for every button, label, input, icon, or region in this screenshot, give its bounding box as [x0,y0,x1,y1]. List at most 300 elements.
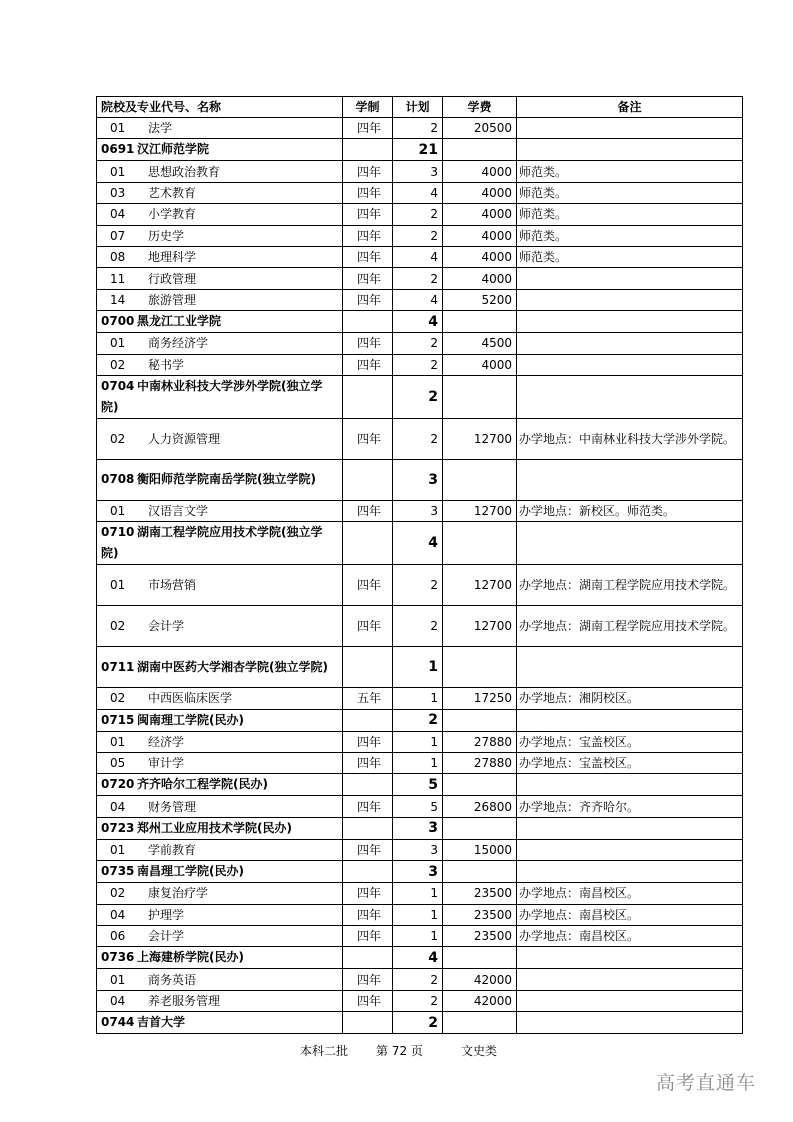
notes-cell [517,522,743,565]
length-cell: 四年 [343,289,393,310]
fee-cell: 42000 [443,990,517,1011]
fee-cell [443,774,517,796]
table-row [97,225,743,246]
institution-name: 湖南工程学院应用技术学院(独立学院) [101,525,323,561]
institution-row [97,522,743,565]
table-row [97,731,743,752]
fee-cell [443,139,517,161]
institution-row [97,861,743,883]
plan-cell: 1 [393,647,443,688]
notes-cell: 办学地点：南昌校区。 [517,883,743,904]
major-code: 05 [110,756,126,771]
plan-cell: 2 [393,375,443,418]
institution-row [97,647,743,688]
major-code: 02 [110,357,126,372]
major-name: 思想政治教育 [148,164,221,179]
major-name: 艺术教育 [148,185,197,200]
notes-cell [517,839,743,860]
notes-cell: 办学地点：湘阴校区。 [517,688,743,709]
name-cell [97,606,343,647]
institution-row [97,774,743,796]
plan-cell: 4 [393,182,443,203]
header-notes: 备注 [517,97,743,118]
institution-row [97,311,743,333]
name-cell [97,418,343,459]
institution-row [97,139,743,161]
table-row [97,268,743,289]
major-code: 02 [110,691,126,706]
notes-cell: 办学地点：宝盖校区。 [517,731,743,752]
institution-code: 0715 [101,712,135,727]
major-name: 商务英语 [148,972,197,987]
table-row [97,969,743,990]
length-cell: 四年 [343,418,393,459]
plan-cell: 4 [393,522,443,565]
length-cell: 四年 [343,354,393,375]
table-row [97,161,743,182]
length-cell [343,375,393,418]
fee-cell: 4000 [443,225,517,246]
institution-row [97,817,743,839]
notes-cell [517,947,743,969]
length-cell: 四年 [343,225,393,246]
table-row [97,753,743,774]
plan-cell: 2 [393,268,443,289]
name-cell [97,225,343,246]
notes-cell [517,990,743,1011]
institution-code: 0700 [101,314,135,329]
name-cell [97,118,343,139]
header-plan: 计划 [393,97,443,118]
length-cell [343,817,393,839]
institution-name: 吉首大学 [137,1015,186,1030]
notes-cell [517,354,743,375]
major-name: 会计学 [148,619,185,634]
plan-cell: 2 [393,333,443,354]
length-cell [343,139,393,161]
institution-name: 上海建桥学院(民办) [137,950,244,965]
plan-cell: 1 [393,753,443,774]
notes-cell [517,311,743,333]
fee-cell [443,647,517,688]
table-row [97,796,743,817]
table-row [97,883,743,904]
notes-cell: 师范类。 [517,225,743,246]
major-code: 11 [110,271,126,286]
plan-cell: 4 [393,289,443,310]
plan-cell: 4 [393,246,443,267]
name-cell [97,268,343,289]
plan-cell: 3 [393,861,443,883]
major-name: 商务经济学 [148,336,209,351]
plan-cell: 3 [393,500,443,521]
notes-cell [517,118,743,139]
footer-batch: 本科二批 [300,1044,349,1058]
plan-cell: 2 [393,969,443,990]
plan-cell: 2 [393,354,443,375]
major-name: 秘书学 [148,357,185,372]
name-cell [97,1012,343,1034]
major-name: 康复治疗学 [148,886,209,901]
plan-cell: 21 [393,139,443,161]
name-cell [97,354,343,375]
plan-cell: 2 [393,606,443,647]
name-cell [97,161,343,182]
table-row [97,333,743,354]
footer-category: 文史类 [461,1044,498,1058]
name-cell [97,817,343,839]
table-row [97,500,743,521]
name-cell [97,796,343,817]
major-code: 01 [110,843,126,858]
major-name: 人力资源管理 [148,431,221,446]
table-row [97,289,743,310]
major-name: 旅游管理 [148,292,197,307]
plan-cell: 2 [393,1012,443,1034]
length-cell: 四年 [343,969,393,990]
notes-cell: 师范类。 [517,204,743,225]
major-name: 地理科学 [148,250,197,265]
fee-cell: 23500 [443,926,517,947]
length-cell: 四年 [343,990,393,1011]
major-name: 汉语言文学 [148,504,209,519]
name-cell [97,774,343,796]
institution-row [97,459,743,500]
notes-cell: 办学地点：南昌校区。 [517,904,743,925]
length-cell: 四年 [343,268,393,289]
fee-cell [443,1012,517,1034]
admission-plan-table [96,96,743,1034]
length-cell [343,709,393,731]
fee-cell: 4000 [443,204,517,225]
plan-cell: 1 [393,688,443,709]
notes-cell [517,139,743,161]
table-row [97,204,743,225]
fee-cell: 12700 [443,500,517,521]
table-header-row [97,97,743,118]
notes-cell: 师范类。 [517,161,743,182]
plan-cell: 1 [393,904,443,925]
table-row [97,354,743,375]
table-row [97,118,743,139]
institution-code: 0735 [101,864,135,879]
major-code: 01 [110,578,126,593]
institution-name: 郑州工业应用技术学院(民办) [137,820,292,835]
plan-cell: 2 [393,418,443,459]
table-row [97,182,743,203]
table-row [97,904,743,925]
length-cell: 四年 [343,883,393,904]
institution-name: 黑龙江工业学院 [137,314,222,329]
header-name: 院校及专业代号、名称 [97,97,343,118]
fee-cell: 4000 [443,268,517,289]
institution-name: 南昌理工学院(民办) [137,864,244,879]
major-code: 08 [110,250,126,265]
fee-cell: 4500 [443,333,517,354]
table-row [97,246,743,267]
fee-cell: 42000 [443,969,517,990]
length-cell: 四年 [343,839,393,860]
plan-cell: 5 [393,774,443,796]
notes-cell: 办学地点：中南林业科技大学涉外学院。 [517,418,743,459]
length-cell: 四年 [343,926,393,947]
major-name: 护理学 [148,907,185,922]
major-code: 01 [110,336,126,351]
major-name: 法学 [148,121,173,136]
name-cell [97,647,343,688]
institution-name: 齐齐哈尔工程学院(民办) [137,777,268,792]
name-cell [97,182,343,203]
header-fee: 学费 [443,97,517,118]
length-cell: 四年 [343,246,393,267]
length-cell [343,522,393,565]
institution-code: 0723 [101,820,135,835]
plan-cell: 4 [393,311,443,333]
fee-cell: 5200 [443,289,517,310]
name-cell [97,990,343,1011]
plan-cell: 1 [393,731,443,752]
fee-cell: 15000 [443,839,517,860]
footer-page: 第 72 页 [376,1044,423,1058]
length-cell: 四年 [343,606,393,647]
name-cell [97,839,343,860]
major-code: 04 [110,994,126,1008]
notes-cell: 办学地点：齐齐哈尔。 [517,796,743,817]
fee-cell [443,817,517,839]
name-cell [97,883,343,904]
major-code: 03 [110,185,126,200]
table-row [97,688,743,709]
notes-cell [517,861,743,883]
name-cell [97,459,343,500]
name-cell [97,311,343,333]
major-code: 01 [110,121,126,136]
length-cell [343,861,393,883]
institution-name: 衡阳师范学院南岳学院(独立学院) [137,472,316,487]
notes-cell: 师范类。 [517,182,743,203]
name-cell [97,753,343,774]
length-cell: 四年 [343,796,393,817]
major-name: 小学教育 [148,207,197,222]
name-cell [97,289,343,310]
fee-cell: 27880 [443,753,517,774]
fee-cell: 23500 [443,883,517,904]
major-name: 财务管理 [148,799,197,814]
institution-name: 湖南中医药大学湘杏学院(独立学院) [137,659,328,674]
major-code: 07 [110,228,126,243]
header-length: 学制 [343,97,393,118]
fee-cell: 12700 [443,565,517,606]
plan-cell: 2 [393,709,443,731]
fee-cell: 17250 [443,688,517,709]
institution-code: 0744 [101,1015,135,1030]
major-name: 行政管理 [148,271,197,286]
fee-cell: 4000 [443,246,517,267]
institution-row [97,947,743,969]
major-name: 学前教育 [148,843,197,858]
notes-cell [517,268,743,289]
major-name: 中西医临床医学 [148,691,233,706]
table-row [97,926,743,947]
notes-cell [517,647,743,688]
major-code: 02 [110,431,126,446]
plan-cell: 2 [393,225,443,246]
name-cell [97,565,343,606]
notes-cell: 办学地点：湖南工程学院应用技术学院。 [517,606,743,647]
name-cell [97,709,343,731]
fee-cell [443,375,517,418]
table-row [97,606,743,647]
length-cell: 四年 [343,500,393,521]
institution-name: 汉江师范学院 [137,142,210,157]
notes-cell [517,774,743,796]
fee-cell: 12700 [443,418,517,459]
major-code: 02 [110,886,126,901]
major-code: 01 [110,504,126,519]
name-cell [97,926,343,947]
notes-cell: 办学地点：南昌校区。 [517,926,743,947]
institution-row [97,1012,743,1034]
major-code: 14 [110,292,126,307]
major-name: 经济学 [148,734,185,749]
name-cell [97,522,343,565]
length-cell: 四年 [343,753,393,774]
length-cell: 四年 [343,333,393,354]
name-cell [97,861,343,883]
name-cell [97,204,343,225]
major-code: 04 [110,907,126,922]
plan-cell: 3 [393,161,443,182]
notes-cell [517,709,743,731]
notes-cell: 办学地点：新校区。师范类。 [517,500,743,521]
notes-cell [517,817,743,839]
fee-cell: 4000 [443,161,517,182]
major-code: 02 [110,619,126,634]
notes-cell: 师范类。 [517,246,743,267]
length-cell [343,311,393,333]
plan-cell: 2 [393,565,443,606]
length-cell [343,459,393,500]
institution-code: 0704 [101,378,135,393]
length-cell: 四年 [343,118,393,139]
notes-cell [517,289,743,310]
notes-cell [517,969,743,990]
length-cell: 五年 [343,688,393,709]
institution-name: 闽南理工学院(民办) [137,712,244,727]
name-cell [97,333,343,354]
name-cell [97,969,343,990]
name-cell [97,246,343,267]
fee-cell [443,861,517,883]
name-cell [97,500,343,521]
institution-code: 0708 [101,472,135,487]
institution-code: 0691 [101,142,135,157]
institution-code: 0720 [101,777,135,792]
fee-cell [443,947,517,969]
plan-cell: 2 [393,990,443,1011]
institution-code: 0736 [101,950,135,965]
notes-cell [517,459,743,500]
name-cell [97,904,343,925]
table-body [97,118,743,1034]
length-cell: 四年 [343,182,393,203]
plan-cell: 3 [393,459,443,500]
plan-cell: 4 [393,947,443,969]
length-cell [343,947,393,969]
fee-cell: 23500 [443,904,517,925]
length-cell: 四年 [343,904,393,925]
length-cell: 四年 [343,161,393,182]
length-cell: 四年 [343,204,393,225]
plan-cell: 1 [393,926,443,947]
major-name: 市场营销 [148,578,197,593]
fee-cell: 20500 [443,118,517,139]
length-cell [343,774,393,796]
length-cell: 四年 [343,565,393,606]
plan-cell: 2 [393,118,443,139]
notes-cell [517,333,743,354]
fee-cell: 12700 [443,606,517,647]
fee-cell: 4000 [443,182,517,203]
fee-cell [443,311,517,333]
major-code: 01 [110,734,126,749]
plan-cell: 1 [393,883,443,904]
notes-cell: 办学地点：湖南工程学院应用技术学院。 [517,565,743,606]
institution-code: 0710 [101,525,135,540]
major-name: 审计学 [148,756,185,771]
institution-code: 0711 [101,659,135,674]
major-code: 04 [110,799,126,814]
plan-cell: 3 [393,817,443,839]
watermark: 高考直通车 [656,1072,757,1094]
major-name: 历史学 [148,228,185,243]
name-cell [97,731,343,752]
table-row [97,990,743,1011]
table-row [97,418,743,459]
major-code: 01 [110,972,126,987]
fee-cell: 4000 [443,354,517,375]
notes-cell [517,1012,743,1034]
table-row [97,565,743,606]
table-row [97,839,743,860]
fee-cell [443,459,517,500]
length-cell [343,647,393,688]
name-cell [97,688,343,709]
plan-cell: 2 [393,204,443,225]
name-cell [97,947,343,969]
institution-row [97,709,743,731]
major-code: 04 [110,207,126,222]
length-cell [343,1012,393,1034]
notes-cell: 办学地点：宝盖校区。 [517,753,743,774]
notes-cell [517,375,743,418]
institution-name: 中南林业科技大学涉外学院(独立学院) [101,378,323,414]
fee-cell: 26800 [443,796,517,817]
name-cell [97,139,343,161]
plan-cell: 5 [393,796,443,817]
length-cell: 四年 [343,731,393,752]
major-name: 会计学 [148,929,185,944]
institution-row [97,375,743,418]
name-cell [97,375,343,418]
fee-cell: 27880 [443,731,517,752]
plan-cell: 3 [393,839,443,860]
fee-cell [443,522,517,565]
major-code: 01 [110,164,126,179]
fee-cell [443,709,517,731]
major-code: 06 [110,929,126,944]
major-name: 养老服务管理 [148,994,221,1008]
